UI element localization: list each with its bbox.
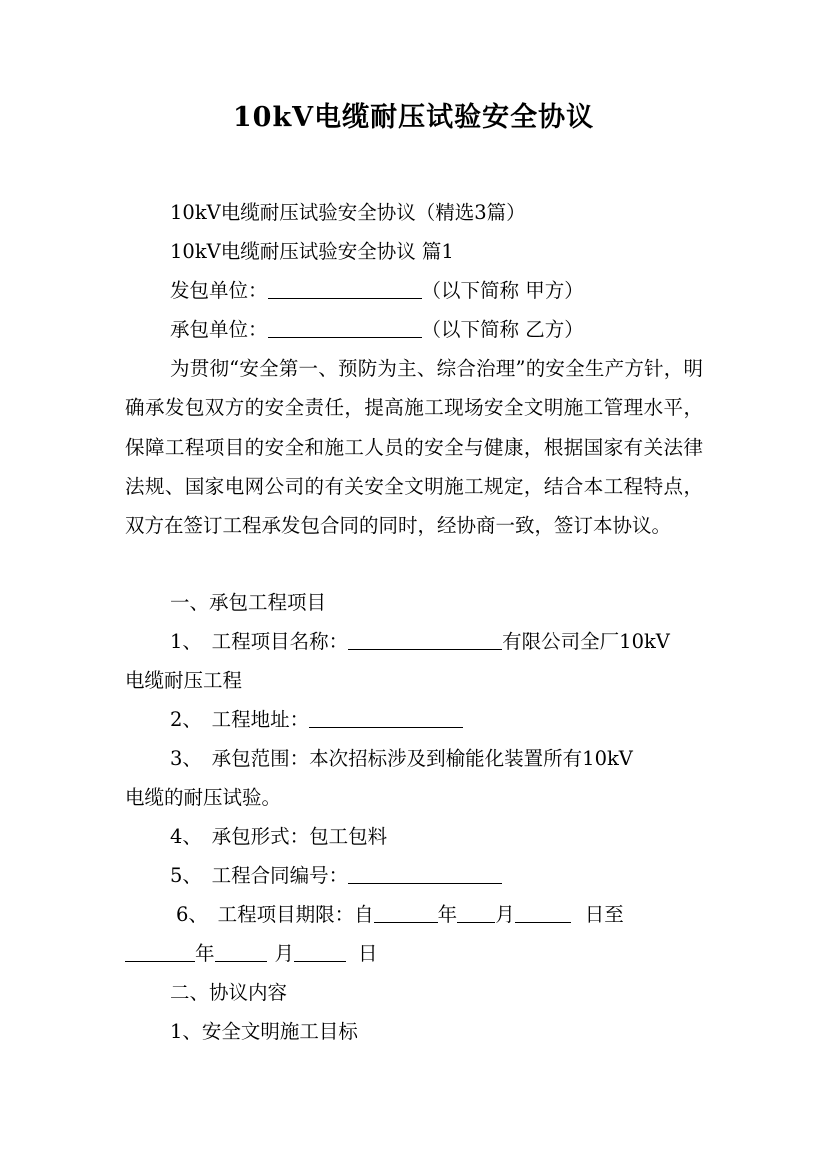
party-a-suffix: （以下简称 甲方）: [421, 279, 584, 302]
end-day-label: 日: [358, 942, 378, 965]
party-b-suffix: （以下简称 乙方）: [421, 318, 584, 341]
party-a-blank: [268, 279, 422, 300]
item-1-blank: [348, 630, 502, 651]
party-a-label: 发包单位：: [170, 279, 268, 302]
item-2-line: [170, 706, 463, 734]
start-year-label: 年: [437, 903, 458, 926]
item-5-label: 5、 工程合同编号：: [170, 864, 349, 887]
item-1-line: [170, 628, 670, 656]
item-2-label: 2、 工程地址：: [170, 708, 310, 731]
end-month-blank: [215, 942, 267, 963]
item-5-line: [170, 862, 502, 890]
party-b-label: 承包单位：: [170, 318, 268, 341]
start-month-blank: [457, 903, 495, 924]
start-day-blank: [515, 903, 571, 924]
item-3-line: 3、 承包范围：本次招标涉及到榆能化装置所有10kV: [170, 747, 633, 770]
end-month-label: 月: [274, 942, 295, 965]
sub-1-heading: 1、安全文明施工目标: [170, 1020, 358, 1043]
party-a-line: [170, 277, 584, 305]
start-day-to-label: 日至: [584, 903, 624, 926]
intro-paragraph: 为贯彻“安全第一、预防为主、综合治理”的安全生产方针，明确承发包双方的安全责任，提高施工现场安全文明施工管理水平，保障工程项目的安全和施工人员的安全与健康，根据国家有关法律法规、国家电网公司的有关安全文明施工规定，结合本工程特点，双方在签订工程承发包合同的同时，经协商一致，签订本协议。: [125, 357, 703, 538]
item-3-continuation: 电缆的耐压试验。: [125, 786, 282, 809]
item-4-line: 4、 承包形式：包工包料: [170, 825, 388, 848]
end-year-blank: [125, 942, 195, 963]
item-1-suffix: 有限公司全厂10kV: [502, 630, 670, 653]
item-6-line: [176, 901, 624, 929]
start-year-blank: [374, 903, 438, 924]
section-2-heading: 二、协议内容: [170, 981, 288, 1004]
party-b-line: [170, 316, 584, 344]
article-heading: 10kV电缆耐压试验安全协议 篇1: [170, 240, 454, 263]
item-6-label: 6、 工程项目期限：自: [176, 903, 374, 926]
item-6-continuation: [125, 940, 378, 968]
item-1-label: 1、 工程项目名称：: [170, 630, 349, 653]
item-5-blank: [348, 864, 502, 885]
end-year-label: 年: [195, 942, 215, 965]
section-1-heading: 一、承包工程项目: [170, 591, 327, 614]
item-1-continuation: 电缆耐压工程: [125, 669, 243, 692]
start-month-label: 月: [495, 903, 515, 926]
document-title: 10kV电缆耐压试验安全协议: [232, 102, 595, 133]
item-2-blank: [309, 708, 463, 729]
document-subtitle: 10kV电缆耐压试验安全协议（精选3篇）: [170, 201, 526, 224]
end-day-blank: [294, 942, 346, 963]
party-b-blank: [268, 318, 422, 339]
